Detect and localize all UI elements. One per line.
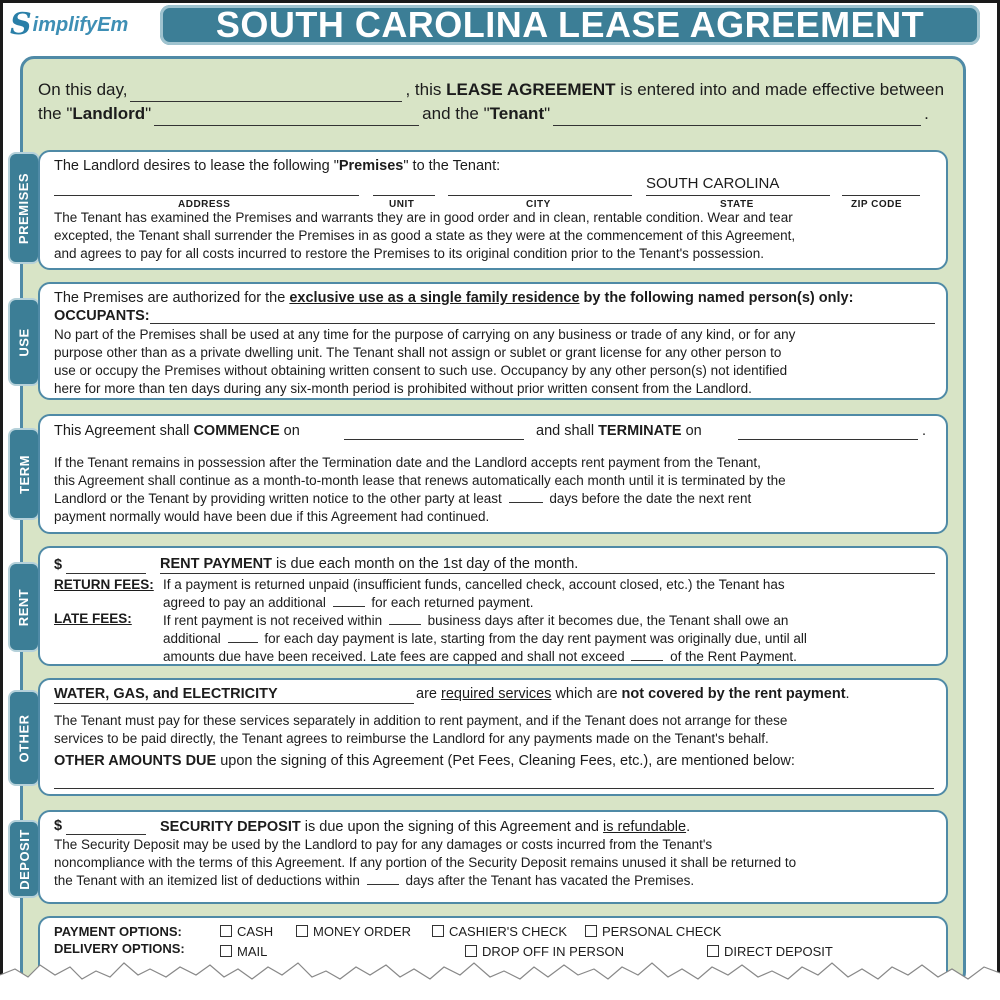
tab-term-label: TERM xyxy=(16,454,32,494)
premises-lead xyxy=(54,157,500,175)
label-zip: ZIP CODE xyxy=(851,199,903,210)
use-lead xyxy=(54,289,853,307)
occupants-label: OCCUPANTS: xyxy=(54,308,150,324)
label-state: STATE xyxy=(720,199,754,210)
use-body-4: here for more than ten days during any six-month period is prohibited without prior written consent from the Landlord. xyxy=(54,381,752,396)
drop-off-label: DROP OFF IN PERSON xyxy=(482,944,625,959)
other-amounts-field[interactable] xyxy=(54,788,934,789)
tab-rent-label: RENT xyxy=(16,588,32,626)
use-lead-b: exclusive use as a single family residence xyxy=(289,290,580,306)
deposit-amount-field[interactable] xyxy=(66,834,146,835)
deposit-period: . xyxy=(686,819,691,835)
deposit-lead xyxy=(160,818,690,836)
cash-label: CASH xyxy=(237,924,274,939)
logo-text: implifyEm xyxy=(32,13,129,36)
rent-section xyxy=(38,546,948,666)
term-lead-2 xyxy=(536,422,702,440)
personal-check-checkbox[interactable] xyxy=(585,925,597,937)
date-field[interactable] xyxy=(130,84,402,102)
return-body-1: If a payment is returned unpaid (insufficient funds, cancelled check, account closed, etc.) the Tenant has xyxy=(163,577,785,592)
tab-use-label: USE xyxy=(16,327,32,357)
other-which-are: which are xyxy=(551,686,622,702)
other-body-2: services to be paid directly, the Tenant agrees to reimburse the Landlord for any payments made on the Tenant's behalf. xyxy=(54,731,769,746)
intro-text-8: and the " xyxy=(422,104,490,123)
use-lead-a: The Premises are authorized for the xyxy=(54,290,290,306)
rent-lead xyxy=(160,555,578,573)
money-order-checkbox[interactable] xyxy=(296,925,308,937)
term-body-3a: Landlord or the Tenant by providing written notice to the other party at least xyxy=(54,491,502,506)
deposit-section xyxy=(38,810,948,904)
late-body-3b: of the Rent Payment. xyxy=(670,649,797,664)
money-order-label: MONEY ORDER xyxy=(313,924,411,939)
other-required-services: required services xyxy=(441,686,552,702)
use-lead-c: by the following named person(s) only: xyxy=(579,290,854,306)
deposit-body-2: noncompliance with the terms of this Agreement. If any portion of the Security Deposit remains unused it shall be returned to xyxy=(54,855,797,870)
term-body-3 xyxy=(54,490,751,508)
label-city: CITY xyxy=(526,199,551,210)
term-section xyxy=(38,414,948,534)
personal-check-label: PERSONAL CHECK xyxy=(602,924,722,939)
deposit-body-3 xyxy=(54,872,694,890)
premises-lead-c: " to the Tenant: xyxy=(403,158,501,174)
use-body-3: use or occupy the Premises without obtaining written consent to such use. Occupancy by any other person(s) not identified xyxy=(54,363,788,378)
late-fee-cap-field[interactable] xyxy=(631,649,663,661)
utilities-label: WATER, GAS, and ELECTRICITY xyxy=(54,686,278,702)
logo-mark: S xyxy=(10,7,32,42)
tab-premises xyxy=(8,152,40,264)
tab-term xyxy=(8,428,40,520)
payment-options-label: PAYMENT OPTIONS: xyxy=(54,924,182,939)
rent-tail: is due each month on the 1st day of the month. xyxy=(272,556,579,572)
notice-days-field[interactable] xyxy=(509,491,543,503)
tenant-name-field[interactable] xyxy=(553,108,921,126)
tab-other-label: OTHER xyxy=(16,714,32,762)
term-terminate: TERMINATE xyxy=(598,423,682,439)
tab-other xyxy=(8,690,40,786)
late-body-3 xyxy=(163,648,797,666)
term-lead-d: and shall xyxy=(536,423,599,439)
late-fees-label: LATE FEES: xyxy=(54,611,132,626)
intro-text-7: " xyxy=(145,104,152,123)
terminate-date-field[interactable] xyxy=(738,439,918,440)
intro-lease-agreement: LEASE AGREEMENT xyxy=(446,80,616,99)
return-fees-label: RETURN FEES: xyxy=(54,577,154,592)
deposit-refundable: is refundable xyxy=(603,819,687,835)
return-body-2b: for each returned payment. xyxy=(371,595,534,610)
premises-lead-a: The Landlord desires to lease the following " xyxy=(54,158,339,174)
use-section xyxy=(38,282,948,400)
intro-paragraph xyxy=(38,78,953,126)
term-lead-g: . xyxy=(922,423,927,439)
premises-body-1: The Tenant has examined the Premises and warrants they are in good order and in clean, rentable condition. Wear and tear xyxy=(54,210,793,225)
label-unit: UNIT xyxy=(389,199,415,210)
state-value: SOUTH CAROLINA xyxy=(646,175,780,192)
option-cash[interactable] xyxy=(220,923,273,941)
use-body-2: purpose other than as a private dwelling unit. The Tenant shall not assign or sublet or grant license for any other person to xyxy=(54,345,782,360)
cashiers-check-label: CASHIER'S CHECK xyxy=(449,924,568,939)
other-are: are xyxy=(416,686,441,702)
premises-lead-b: Premises xyxy=(338,158,404,174)
landlord-name-field[interactable] xyxy=(154,108,419,126)
tab-rent xyxy=(8,562,40,652)
rent-underline xyxy=(160,573,935,574)
delivery-options-label: DELIVERY OPTIONS: xyxy=(54,941,185,956)
other-period: . xyxy=(845,686,850,702)
premises-body-2: excepted, the Tenant shall surrender the Premises in as good a state as they were at the commencement of this Agreement, xyxy=(54,228,796,243)
intro-text-4: is entered into and made effective between xyxy=(620,80,945,99)
term-lead-a: This Agreement shall xyxy=(54,423,194,439)
late-body-3a: amounts due have been received. Late fees are capped and shall not exceed xyxy=(163,649,625,664)
torn-edge xyxy=(0,955,1000,1000)
option-personal-check[interactable] xyxy=(585,923,721,941)
cash-checkbox[interactable] xyxy=(220,925,232,937)
commence-date-field[interactable] xyxy=(344,439,524,440)
direct-deposit-label: DIRECT DEPOSIT xyxy=(724,944,833,959)
other-amounts xyxy=(54,752,795,770)
use-body-1: No part of the Premises shall be used at any time for the purpose of carrying on any business or trade of any kind, or for any xyxy=(54,327,796,342)
deposit-body-1: The Security Deposit may be used by the Landlord to pay for any damages or costs incurred from the Tenant's xyxy=(54,837,713,852)
term-body-3b: days before the date the next rent xyxy=(549,491,752,506)
premises-section xyxy=(38,150,948,270)
tab-use xyxy=(8,298,40,386)
deposit-body-3a: the Tenant with an itemized list of deductions within xyxy=(54,873,360,888)
intro-text-2: , this xyxy=(405,80,442,99)
security-deposit-label: SECURITY DEPOSIT xyxy=(160,819,301,835)
rent-dollar: $ xyxy=(54,557,63,573)
late-body-2b: for each day payment is late, starting from the day rent payment was originally due, until all xyxy=(264,631,807,646)
deposit-dollar: $ xyxy=(54,818,63,834)
other-section xyxy=(38,678,948,796)
deposit-lead-tail: is due upon the signing of this Agreement and xyxy=(300,819,604,835)
mail-label: MAIL xyxy=(237,944,268,959)
deposit-body-3b: days after the Tenant has vacated the Premises. xyxy=(405,873,695,888)
late-body-1b: business days after it becomes due, the Tenant shall owe an xyxy=(427,613,789,628)
utilities-field[interactable] xyxy=(54,703,414,704)
term-commence: COMMENCE xyxy=(193,423,280,439)
intro-text-10: " xyxy=(544,104,551,123)
page-title: SOUTH CAROLINA LEASE AGREEMENT xyxy=(215,4,925,45)
term-body-1: If the Tenant remains in possession after the Termination date and the Landlord accepts rent payment from the Tenant, xyxy=(54,455,761,470)
return-body-2a: agreed to pay an additional xyxy=(163,595,326,610)
other-not-covered: not covered by the rent payment xyxy=(621,686,846,702)
option-money-order[interactable] xyxy=(296,923,411,941)
late-body-1a: If rent payment is not received within xyxy=(163,613,383,628)
late-body-2a: additional xyxy=(163,631,221,646)
late-body-1 xyxy=(163,612,788,630)
rent-amount-field[interactable] xyxy=(66,573,146,574)
option-cashiers-check[interactable] xyxy=(432,923,567,941)
grace-days-field[interactable] xyxy=(389,613,421,625)
other-body-1: The Tenant must pay for these services separately in addition to rent payment, and if the Tenant does not arrange for these xyxy=(54,713,788,728)
term-body-4: payment normally would have been due if this Agreement had continued. xyxy=(54,509,490,524)
rent-payment-label: RENT PAYMENT xyxy=(160,556,272,572)
late-body-2 xyxy=(163,630,807,648)
term-lead-1 xyxy=(54,422,300,440)
daily-late-fee-field[interactable] xyxy=(228,631,258,643)
label-address: ADDRESS xyxy=(178,199,231,210)
simplifyem-logo[interactable] xyxy=(10,8,150,42)
other-amounts-label: OTHER AMOUNTS DUE xyxy=(54,753,217,769)
term-lead-f: on xyxy=(681,423,702,439)
title-bar xyxy=(160,5,980,45)
intro-text-5: the " xyxy=(38,104,73,123)
occupants-field[interactable] xyxy=(150,323,935,324)
tab-deposit-label: DEPOSIT xyxy=(16,828,32,890)
cashiers-check-checkbox[interactable] xyxy=(432,925,444,937)
other-lead xyxy=(416,685,850,703)
tab-deposit xyxy=(8,820,40,898)
intro-landlord: Landlord xyxy=(72,104,146,123)
term-body-2: this Agreement shall continue as a month-to-month lease that renews automatically each month until it is terminated by the xyxy=(54,473,786,488)
return-body-2 xyxy=(163,594,534,612)
premises-body-3: and agrees to pay for all costs incurred to restore the Premises to its original condition prior to the Tenant's possession. xyxy=(54,246,764,261)
other-amounts-tail: upon the signing of this Agreement (Pet Fees, Cleaning Fees, etc.), are mentioned below: xyxy=(216,753,795,769)
term-lead-c: on xyxy=(279,423,300,439)
intro-text-11: . xyxy=(924,104,929,123)
deposit-return-days-field[interactable] xyxy=(367,873,399,885)
tab-premises-label: PREMISES xyxy=(16,172,32,244)
intro-tenant: Tenant xyxy=(489,104,545,123)
return-fee-field[interactable] xyxy=(333,595,365,607)
intro-text-1: On this day, xyxy=(38,80,128,99)
